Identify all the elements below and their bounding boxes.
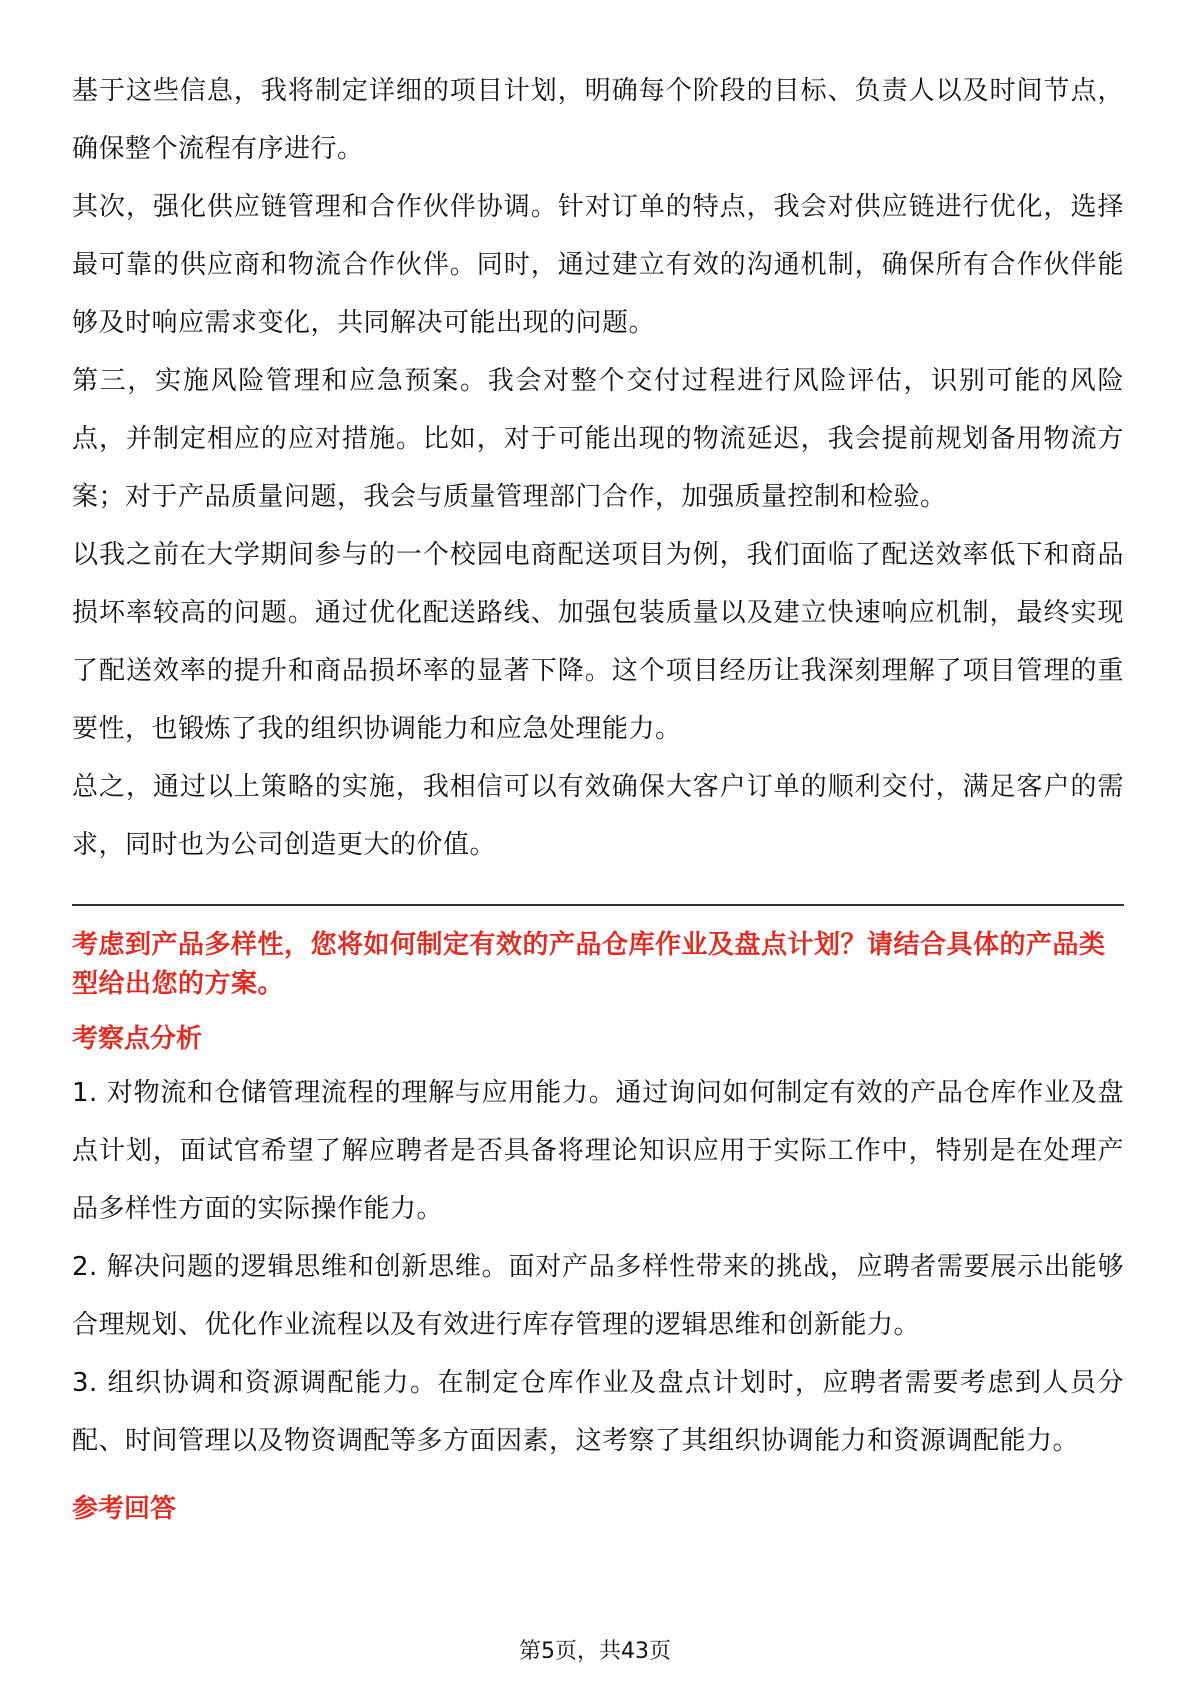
answer-paragraph: 第三，实施风险管理和应急预案。我会对整个交付过程进行风险评估，识别可能的风险点，并制定相应的应对措施。比如，对于可能出现的物流延迟，我会提前规划备用物流方案；对于产品质量问题，我会与质量管理部门合作，加强质量控制和检验。: [72, 366, 1124, 512]
answer-paragraph: 其次，强化供应链管理和合作伙伴协调。针对订单的特点，我会对供应链进行优化，选择最可靠的供应商和物流合作伙伴。同时，通过建立有效的沟通机制，确保所有合作伙伴能够及时响应需求变化，共同解决可能出现的问题。: [72, 192, 1124, 338]
reference-answer-heading: 参考回答: [72, 1494, 177, 1524]
analysis-item: 3. 组织协调和资源调配能力。在制定仓库作业及盘点计划时，应聘者需要考虑到人员分配、时间管理以及物资调配等多方面因素，这考察了其组织协调能力和资源调配能力。: [72, 1368, 1124, 1456]
page-number-footer: 第5页，共43页: [519, 1639, 671, 1664]
page-content: [72, 62, 1124, 1534]
analysis-item: 2. 解决问题的逻辑思维和创新思维。面对产品多样性带来的挑战，应聘者需要展示出能够合理规划、优化作业流程以及有效进行库存管理的逻辑思维和创新能力。: [72, 1252, 1124, 1340]
section-divider: [72, 904, 1124, 906]
answer-paragraph: 基于这些信息，我将制定详细的项目计划，明确每个阶段的目标、负责人以及时间节点，确保整个流程有序进行。: [72, 76, 1124, 164]
answer-paragraph: 以我之前在大学期间参与的一个校园电商配送项目为例，我们面临了配送效率低下和商品损坏率较高的问题。通过优化配送路线、加强包装质量以及建立快速响应机制，最终实现了配送效率的提升和商品损坏率的显著下降。这个项目经历让我深刻理解了项目管理的重要性，也锻炼了我的组织协调能力和应急处理能力。: [72, 540, 1124, 744]
question-title: 考虑到产品多样性，您将如何制定有效的产品仓库作业及盘点计划？请结合具体的产品类型给出您的方案。: [72, 930, 1106, 999]
analysis-heading: 考察点分析: [72, 1024, 203, 1054]
analysis-item: 1. 对物流和仓储管理流程的理解与应用能力。通过询问如何制定有效的产品仓库作业及盘点计划，面试官希望了解应聘者是否具备将理论知识应用于实际工作中，特别是在处理产品多样性方面的实际操作能力。: [72, 1078, 1124, 1224]
answer-paragraph: 总之，通过以上策略的实施，我相信可以有效确保大客户订单的顺利交付，满足客户的需求，同时也为公司创造更大的价值。: [72, 772, 1124, 860]
